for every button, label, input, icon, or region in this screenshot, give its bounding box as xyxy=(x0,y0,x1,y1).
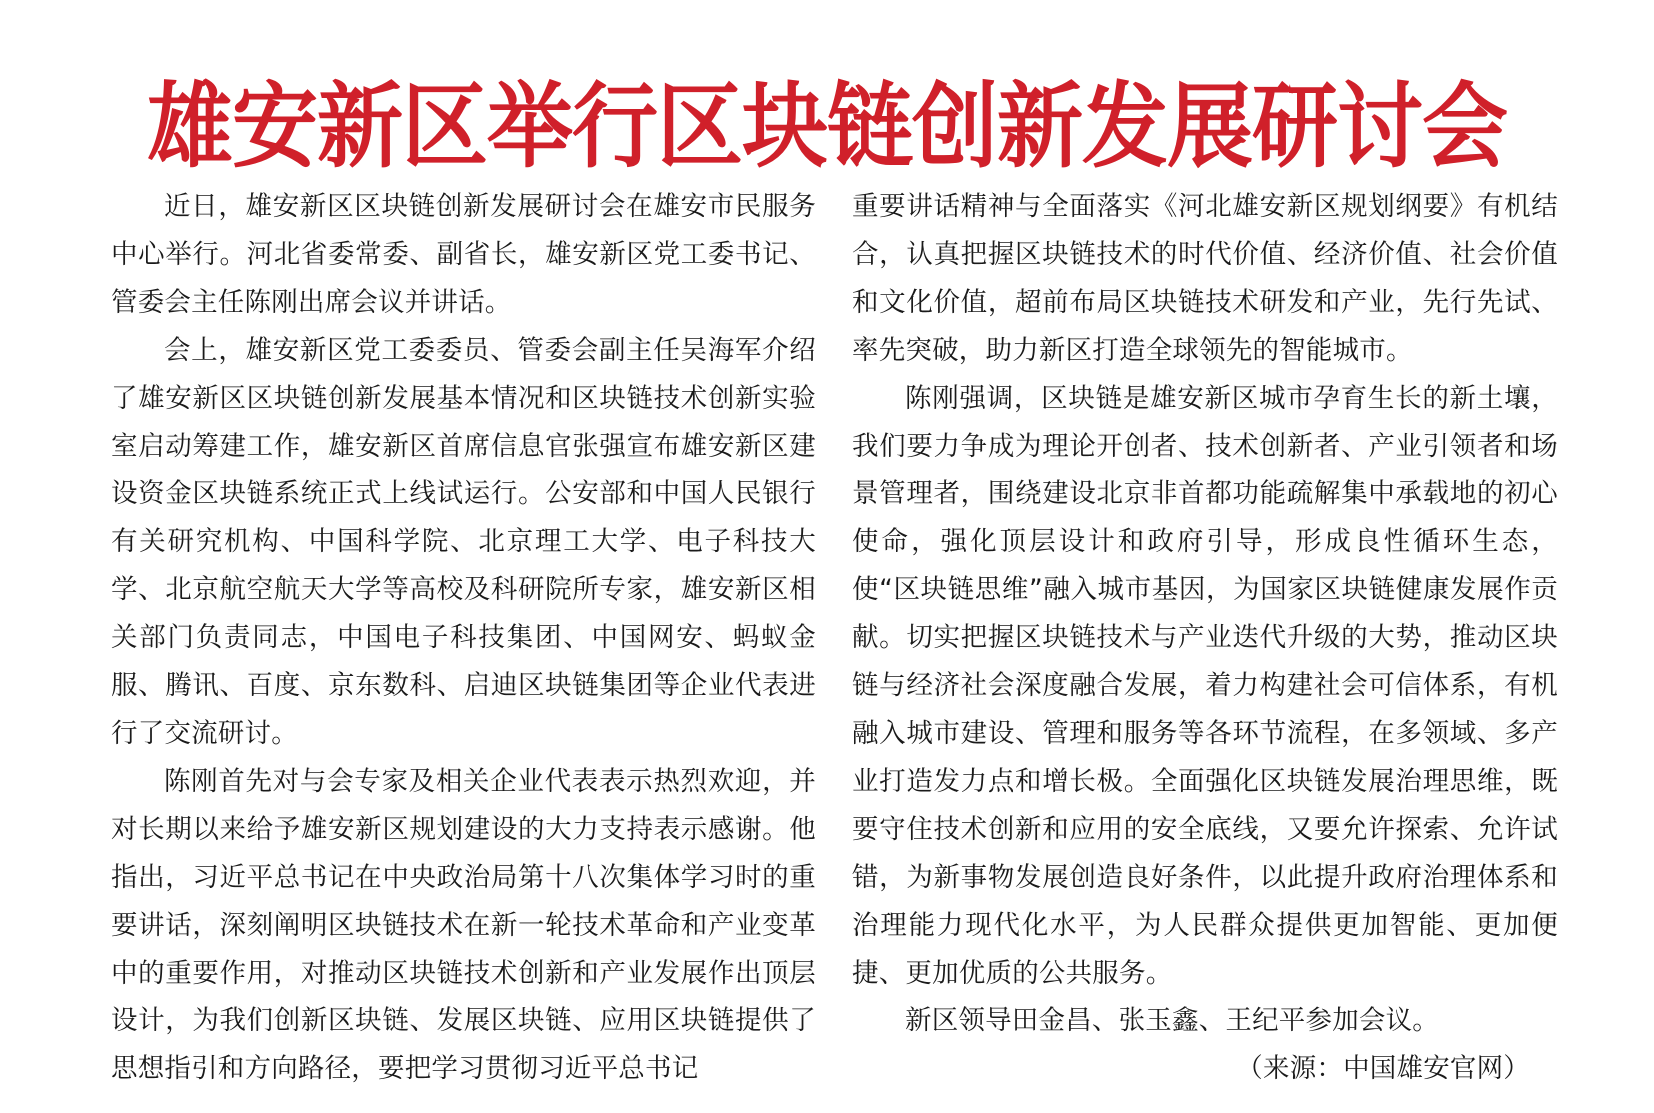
paragraph-continuation: 重要讲话精神与全面落实《河北雄安新区规划纲要》有机结合，认真把握区块链技术的时代价值、经济价值、社会价值和文化价值，超前布局区块链技术研发和产业，先行先试、率先突破，助力新区打造全球领先的智能城市。 xyxy=(852,191,1558,366)
paragraph-chen-gang-remarks: 陈刚首先对与会专家及相关企业代表表示热烈欢迎，并对长期以来给予雄安新区规划建设的大力支持表示感谢。他指出，习近平总书记在中央政治局第十八次集体学习时的重要讲话，深刻阐明区块链技术在新一轮技术革命和产业变革中的重要作用，对推动区块链技术创新和产业发展作出顶层设计，为我们创新区块链、发展区块链、应用区块链提供了思想指引和方向路径，要把学习贯彻习近平总书记 xyxy=(111,765,816,1085)
right-column xyxy=(852,183,1558,1093)
paragraph-attendees: 新区领导田金昌、张玉鑫、王纪平参加会议。 xyxy=(905,1005,1439,1037)
article-headline: 雄安新区举行区块链创新发展研讨会 xyxy=(147,71,1507,181)
paragraph-emphasis: 陈刚强调，区块链是雄安新区城市孕育生长的新土壤，我们要力争成为理论开创者、技术创新者、产业引领者和场景管理者，围绕建设北京非首都功能疏解集中承载地的初心使命，强化顶层设计和政府引导，形成良性循环生态，使“区块链思维”融入城市基因，为国家区块链健康发展作贡献。切实把握区块链技术与产业迭代升级的大势，推动区块链与经济社会深度融合发展，着力构建社会可信体系，有机融入城市建设、管理和服务等各环节流程，在多领域、多产业打造发力点和增长极。全面强化区块链发展治理思维，既要守住技术创新和应用的安全底线，又要允许探索、允许试错，为新事物发展创造良好条件，以此提升政府治理体系和治理能力现代化水平，为人民群众提供更加智能、更加便捷、更加优质的公共服务。 xyxy=(852,382,1558,989)
left-column xyxy=(111,183,816,1093)
source-credit: （来源：中国雄安官网） xyxy=(1236,1053,1530,1085)
paragraph-intro: 近日，雄安新区区块链创新发展研讨会在雄安市民服务中心举行。河北省委常委、副省长，雄安新区党工委书记、管委会主任陈刚出席会议并讲话。 xyxy=(111,191,816,318)
paragraph-meeting: 会上，雄安新区党工委委员、管委会副主任吴海军介绍了雄安新区区块链创新发展基本情况和区块链技术创新实验室启动筹建工作，雄安新区首席信息官张强宣布雄安新区建设资金区块链系统正式上线试运行。公安部和中国人民银行有关研究机构、中国科学院、北京理工大学、电子科技大学、北京航空航天大学等高校及科研院所专家，雄安新区相关部门负责同志，中国电子科技集团、中国网安、蚂蚁金服、腾讯、百度、京东数科、启迪区块链集团等企业代表进行了交流研讨。 xyxy=(111,334,816,749)
